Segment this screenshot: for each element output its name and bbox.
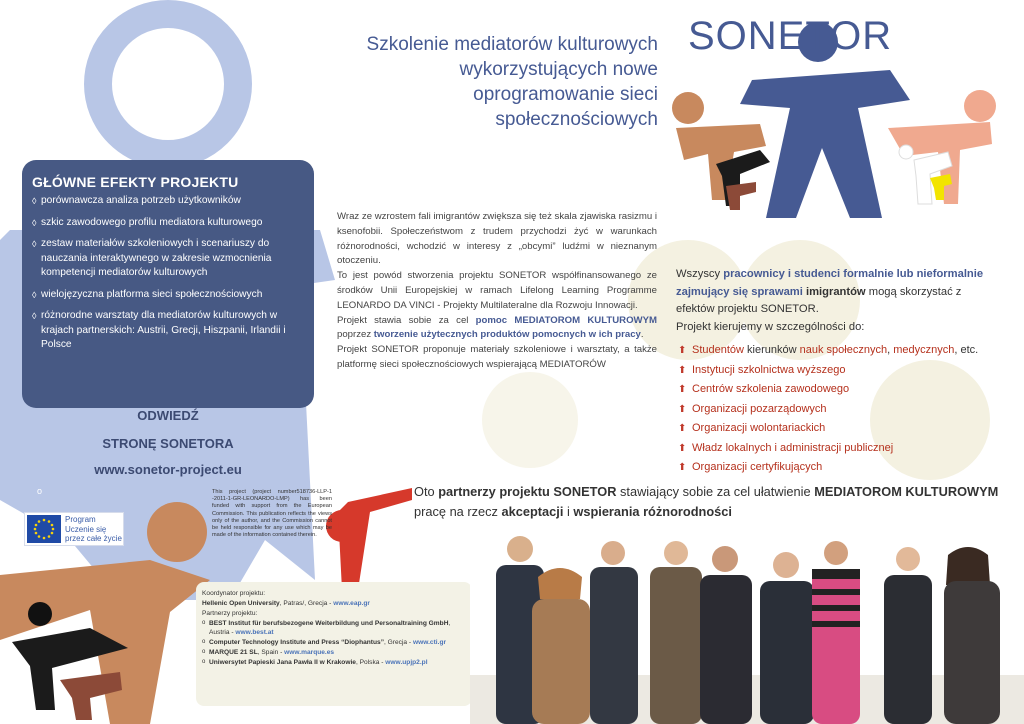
beige-circle-4: [482, 372, 578, 468]
target-audience-list: [678, 341, 1008, 478]
audience-item-red: medycznych: [893, 344, 955, 356]
partner-org: BEST Institut für berufsbezogene Weiterbildung und Personaltraining GmbH: [209, 620, 449, 627]
effects-item: [32, 309, 306, 353]
logo-tan-head: [672, 92, 704, 124]
logo-text-1: SONET: [688, 14, 831, 58]
partner-link[interactable]: www.upjp2.pl: [385, 658, 428, 666]
partner-loc: , Spain -: [257, 648, 285, 656]
effects-heading: GŁÓWNE EFEKTY PROJEKTU: [32, 174, 239, 190]
audience-text: mogą skorzystać z efektów projektu SONETOR.: [676, 285, 962, 315]
effects-item: [32, 288, 306, 303]
audience-sentence-2: Projekt kierujemy w szczególności do:: [676, 320, 865, 333]
target-audience-intro: [676, 266, 996, 336]
coordinator-box: [196, 582, 472, 706]
audience-item-text: kierunków: [743, 344, 800, 356]
coordinator-loc: , Patras/, Grecja -: [279, 600, 334, 607]
effects-item: [32, 216, 306, 231]
title-line-2: wykorzystujących nowe: [459, 59, 658, 80]
effects-list: [32, 194, 306, 360]
audience-item-red: nauk społecznych: [799, 344, 888, 356]
partners-label: Partnerzy projektu:: [202, 610, 258, 617]
bullet-icon: ◊: [32, 217, 37, 228]
partners-bold: MEDIATOROM KULTUROWYM: [814, 484, 999, 499]
eu-flag-icon: [27, 515, 61, 543]
partners-bold: wspierania różnorodności: [573, 504, 732, 519]
audience-sentence: [676, 266, 996, 319]
audience-item-red: Organizacji certyfikujących: [692, 461, 823, 473]
audience-item-red: Organizacji pozarządowych: [692, 402, 827, 415]
partner-entry: [202, 639, 466, 648]
audience-item: [678, 439, 1008, 459]
blue-ring-shape: [98, 14, 238, 154]
arrow-up-icon: ⬆: [678, 462, 687, 473]
body-text-span: poprzez: [337, 329, 374, 341]
partners-intro: [414, 482, 1004, 522]
website-link[interactable]: www.sonetor-project.eu: [94, 462, 242, 477]
partner-loc: , Grecja -: [384, 638, 413, 646]
partner-org: MARQUE 21 SL: [209, 648, 258, 656]
team-photo: [470, 525, 1024, 724]
partners-text: stawiający sobie za cel ułatwienie: [616, 484, 815, 499]
arrow-up-icon: ⬆: [678, 403, 687, 415]
arrow-up-icon: ⬆: [678, 423, 687, 434]
title-line-1: Szkolenie mediatorów kulturowych: [366, 34, 658, 55]
partners-text: i: [563, 504, 574, 519]
body-paragraph-3: [337, 314, 657, 344]
partner-entry: [202, 659, 466, 668]
arrow-up-icon: ⬆: [678, 364, 687, 376]
eu-disclaimer: This project (project number518736-LLP-1 -2011-1-GR-LEONARDO-LMP) has been funded with support from the European Commission. This publication reflects the views only of the author, and the Commission cannot be held responsible for any use which may be made of the information contained therein.: [212, 489, 332, 539]
body-text-span: Projekt stawia sobie za cel: [337, 314, 476, 326]
audience-item: [678, 400, 1008, 420]
logo-navy-figure: [740, 70, 910, 218]
audience-item: [678, 419, 1008, 439]
effects-item-text: szkic zawodowego profilu mediatora kulturowego: [41, 216, 263, 228]
partner-entry: [202, 620, 466, 637]
body-paragraph-4: Projekt SONETOR proponuje materiały szkoleniowe i warsztaty, a także platformę sieci społecznościowych wspierającą MEDIATORÓW: [337, 344, 657, 370]
title-line-4: społecznościowych: [495, 109, 658, 130]
audience-item-text: , etc.: [954, 344, 979, 356]
body-highlight: tworzenie użytecznych produktów pomocnych w ich pracy: [373, 329, 641, 341]
effects-item: [32, 237, 306, 281]
audience-item-red: Władz lokalnych i administracji publicznej: [692, 441, 894, 454]
audience-item-red: Instytucji szkolnictwa wyższego: [692, 363, 846, 376]
bullet-icon: ◊: [32, 239, 37, 249]
logo-brown-figure: [726, 182, 756, 210]
effects-item-text: zestaw materiałów szkoleniowych i scenariuszy do nauczania interaktywnego w zakresie wzmocnienia kompetencji mediatorów kulturowych: [41, 238, 272, 278]
effects-item: [32, 194, 306, 209]
logo-text-o: O: [830, 14, 863, 58]
visit-line-2: STRONĘ SONETORA: [102, 436, 234, 451]
partner-link[interactable]: www.best.at: [235, 628, 274, 636]
effects-item-text: wielojęzyczna platforma sieci społecznościowych: [41, 288, 263, 300]
coordinator-org: Hellenic Open University: [202, 600, 280, 607]
partners-bold: partnerzy projektu SONETOR: [438, 484, 617, 499]
lifelong-learning-logo: [24, 512, 124, 546]
bullet-icon: ◊: [32, 196, 37, 206]
audience-bold: imigrantów: [802, 285, 866, 298]
audience-item: [678, 458, 1008, 478]
arrow-up-icon: ⬆: [678, 345, 687, 356]
body-text-span: .: [640, 329, 644, 341]
partner-entry: [202, 649, 466, 658]
brochure-title: [320, 32, 658, 132]
partner-link[interactable]: www.marque.es: [284, 648, 335, 656]
body-paragraph-2: To jest powód stworzenia projektu SONETOR współfinansowanego ze środków Unii Europejskiej w ramach Lifelong Learning Programme LEONARDO DA VINCI - Projekty Multilateralne dla Rozwoju Innowacji.: [337, 270, 657, 311]
person-figure: [650, 541, 702, 724]
effects-item-text: porównawcza analiza potrzeb użytkowników: [41, 195, 241, 206]
logo-text-2: R: [862, 14, 893, 58]
effects-item-text: różnorodne warsztaty dla mediatorów kulturowych w krajach partnerskich: Austrii, Grecji, Hiszpanii, Irlandii i Polsce: [41, 310, 286, 350]
audience-item-red: Studentów: [692, 344, 744, 356]
coordinator-label: Koordynator projektu:: [202, 590, 266, 597]
eu-label-line: Uczenie się: [65, 524, 107, 534]
body-paragraph-1: Wraz ze wzrostem fali imigrantów zwiększa się też skala zjawiska rasizmu i ksenofobii. Społeczeństwom z trudem przychodzi żyć w warunkach różnorodności, wchodzić w interesy z „obcymi” ludźmi w nieznanym otoczeniu.: [337, 211, 657, 267]
visit-line-1: ODWIEDŹ: [137, 408, 199, 423]
partner-loc: , Polska -: [355, 658, 386, 666]
red-figure-shape: [338, 488, 412, 590]
audience-item: [678, 341, 1008, 361]
partner-org: Computer Technology Institute and Press “Diophantus”: [209, 638, 384, 646]
black-circle-head: [28, 602, 52, 626]
person-figure: [590, 541, 638, 724]
audience-item-red: Organizacji wolontariackich: [692, 422, 826, 434]
eu-label-line: przez całe życie: [65, 534, 122, 544]
main-effects-panel: [22, 160, 314, 408]
sonetor-logo: [688, 14, 892, 59]
coordinator-entry: [202, 600, 466, 609]
bullet-icon: ◊: [32, 311, 37, 321]
arrow-up-icon: ⬆: [678, 384, 687, 395]
partner-org: Uniwersytet Papieski Jana Pawła II w Krakowie: [209, 658, 356, 666]
partners-text: pracę na rzecz: [414, 504, 502, 519]
eu-label-line: Program: [65, 515, 96, 524]
tan-circle-head: [147, 502, 207, 562]
audience-item: [678, 380, 1008, 400]
arrow-up-icon: ⬆: [678, 442, 687, 454]
partners-text: Oto: [414, 484, 439, 499]
eu-program-label: [65, 515, 122, 544]
audience-text: Wszyscy: [676, 268, 724, 280]
intro-text: [337, 210, 657, 373]
bullet-icon: ◊: [32, 289, 37, 300]
title-line-3: oprogramowanie sieci: [473, 84, 658, 105]
small-o-glyph: o: [37, 486, 43, 496]
logo-white-head: [899, 145, 913, 159]
audience-item-text: ,: [887, 344, 894, 356]
audience-item: [678, 361, 1008, 381]
partner-link[interactable]: www.cti.gr: [412, 638, 447, 646]
partner-loc: , Austria -: [209, 620, 451, 636]
audience-item-red: Centrów szkolenia zawodowego: [692, 383, 850, 395]
audience-highlight: pracownicy i studenci formalnie lub nieformalnie zajmujący się sprawami: [676, 268, 984, 298]
body-highlight: pomoc MEDIATOROM KULTUROWYM: [475, 314, 657, 326]
coordinator-link[interactable]: www.eap.gr: [333, 600, 370, 607]
logo-salmon-head: [964, 90, 996, 122]
partners-bold: akceptacji: [501, 504, 564, 519]
